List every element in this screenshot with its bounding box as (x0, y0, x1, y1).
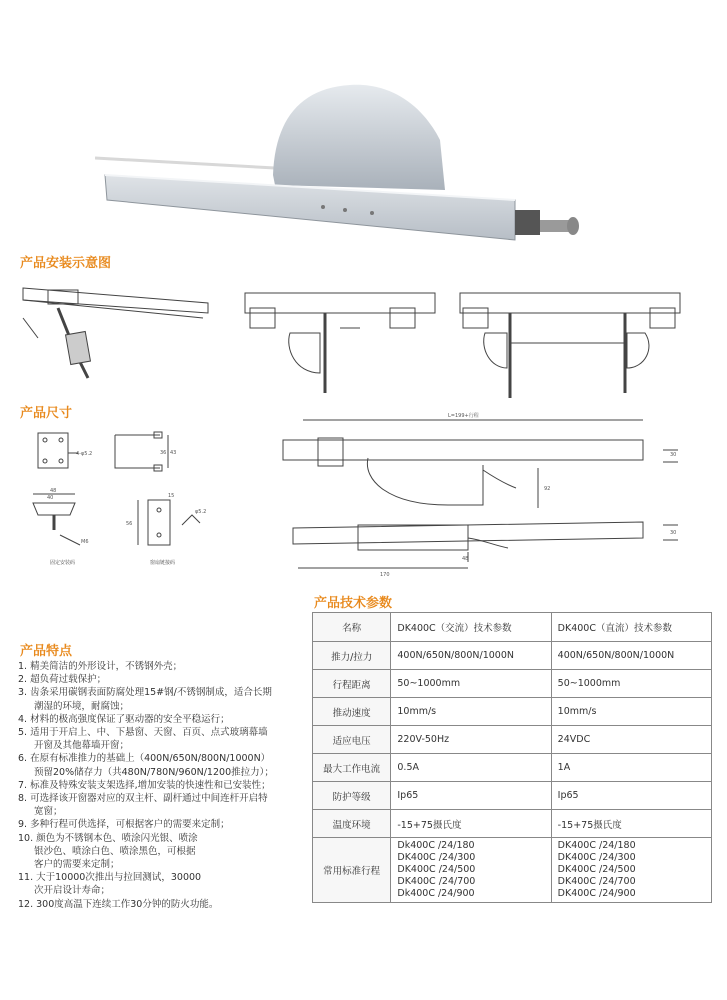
h-56-label: 56 (126, 521, 133, 527)
bracket-height-b-label: 43 (170, 450, 177, 456)
spec-dc-value: 24VDC (551, 726, 711, 754)
bracket-height-a-label: 36 (160, 450, 167, 456)
size-section-title: 产品尺寸 (20, 406, 73, 421)
spec-row (313, 726, 712, 754)
spec-dc-value: 1A (551, 754, 711, 782)
window-link-caption: 窗扇链接码 (150, 560, 176, 566)
feature-item: 11. 大于10000次推出与拉回测试，30000 (18, 872, 202, 884)
feature-item-cont: 宽窗； (34, 806, 63, 818)
spec-ac-value: 400N/650N/800N/1000N (391, 642, 551, 670)
spec-header-dc: DK400C（直流）技术参数 (551, 613, 711, 642)
feature-item: 7. 标准及特殊安装支架选择,增加安装的快速性和已安装性； (18, 779, 271, 791)
feature-item: 6. 在原有标准推力的基础上（400N/650N/800N/1000N） (18, 753, 271, 765)
spec-ac-value: 220V-50Hz (391, 726, 551, 754)
model-item: DK400C /24/300 (557, 852, 636, 863)
fixed-mount-diagram (25, 485, 105, 555)
dim-170-label: 170 (380, 572, 390, 578)
spec-ac-value: Ip65 (391, 782, 551, 810)
spec-ac-value: 50~1000mm (391, 670, 551, 698)
actuator-dimension-drawing (268, 410, 688, 580)
spec-ac-value: -15+75摄氏度 (391, 810, 551, 838)
model-item: DK400C /24/700 (397, 876, 476, 887)
feature-item: 10. 颜色为不锈钢本色、喷涂闪光银、喷涂 (18, 832, 198, 844)
features-section-title: 产品特点 (20, 644, 73, 659)
spec-dc-value: 50~1000mm (551, 670, 711, 698)
feature-item-cont: 潮湿的环境，耐腐蚀； (34, 700, 130, 712)
spec-section-title: 产品技术参数 (314, 596, 393, 611)
model-item: DK400C /24/300 (397, 852, 476, 863)
model-item: DK400C /24/180 (557, 840, 636, 851)
fixed-mount-caption: 固定安装码 (50, 560, 76, 566)
product-photo (95, 80, 595, 250)
width-48-label: 48 (50, 488, 57, 494)
length-formula-label: L=199+行程 (448, 413, 479, 419)
feature-item: 5. 适用于开启上、中、下悬窗、天窗、百页、点式玻璃幕墙 (18, 727, 268, 739)
spec-dc-value: 10mm/s (551, 698, 711, 726)
dim-48-label: 48 (462, 556, 469, 562)
model-item: DK400C /24/500 (557, 864, 636, 875)
spec-key: 适应电压 (313, 726, 391, 754)
spec-key: 防护等级 (313, 782, 391, 810)
feature-item: 3. 齿条采用碳钢表面防腐处理15#钢/不锈钢制成，适合长期 (18, 687, 272, 699)
w-15-label: 15 (168, 493, 175, 499)
feature-item-cont: 预留20%储存力（共480N/780N/960N/1200推拉力）； (34, 766, 274, 778)
spec-key: 行程距离 (313, 670, 391, 698)
model-item: DK400C /24/500 (397, 864, 476, 875)
feature-item: 12. 300度高温下连续工作30分钟的防火功能。 (18, 898, 219, 910)
spec-row (313, 810, 712, 838)
spec-row (313, 642, 712, 670)
spec-dc-value: -15+75摄氏度 (551, 810, 711, 838)
feature-item: 8. 可选择该开窗器对应的双主杆、副杆通过中间连杆开启特 (18, 793, 268, 805)
model-item: DK400C /24/700 (557, 876, 636, 887)
feature-item-cont: 开窗及其他幕墙开窗； (34, 740, 130, 752)
feature-item: 9. 多种行程可供选择，可根据客户的需要来定制； (18, 819, 230, 831)
spec-key: 最大工作电流 (313, 754, 391, 782)
feature-item: 1. 精美简洁的外形设计，不锈钢外壳； (18, 661, 183, 672)
window-link-diagram (120, 485, 210, 555)
spec-models-row (313, 838, 712, 903)
install-diagram-front-1 (240, 288, 440, 398)
phi-label: φ5.2 (195, 509, 207, 515)
spec-row (313, 754, 712, 782)
spec-key: 温度环境 (313, 810, 391, 838)
feature-item-cont: 银沙色、喷涂白色、喷涂黑色，可根据 (34, 845, 196, 857)
feature-item: 4. 材料的极高强度保证了驱动器的安全平稳运行； (18, 713, 230, 725)
feature-item: 2. 超负荷过载保护； (18, 674, 107, 686)
spec-header-name: 名称 (313, 613, 391, 642)
m6-label: M6 (81, 539, 89, 545)
dim-30-a-label: 30 (670, 452, 677, 458)
spec-dc-value: Ip65 (551, 782, 711, 810)
spec-key: 推动速度 (313, 698, 391, 726)
spec-models-ac (391, 838, 551, 903)
feature-item-cont: 客户的需要来定制； (34, 859, 120, 871)
spec-row (313, 698, 712, 726)
install-section-title: 产品安装示意图 (20, 256, 112, 271)
bracket-u-diagram (110, 430, 180, 475)
model-item: Dk400C /24/180 (397, 840, 475, 851)
spec-row (313, 670, 712, 698)
bracket-plate-diagram (30, 425, 95, 475)
model-item: DK400C /24/900 (557, 888, 636, 899)
spec-header-row (313, 613, 712, 642)
spec-ac-value: 10mm/s (391, 698, 551, 726)
spec-models-dc (551, 838, 711, 903)
dim-92-label: 92 (544, 486, 551, 492)
features-list (18, 660, 308, 911)
spec-models-key: 常用标准行程 (313, 838, 391, 903)
spec-key: 推力/拉力 (313, 642, 391, 670)
spec-dc-value: 400N/650N/800N/1000N (551, 642, 711, 670)
dim-30-b-label: 30 (670, 530, 677, 536)
spec-table (312, 612, 712, 903)
install-diagram-side (18, 278, 218, 388)
spec-ac-value: 0.5A (391, 754, 551, 782)
width-40-label: 40 (47, 495, 54, 501)
hole-label: 4-φ5.2 (76, 451, 93, 457)
spec-row (313, 782, 712, 810)
install-diagram-front-2 (455, 288, 690, 408)
spec-header-ac: DK400C（交流）技术参数 (391, 613, 551, 642)
feature-item-cont: 次开启设计寿命； (34, 885, 111, 897)
model-item: Dk400C /24/900 (397, 888, 475, 899)
